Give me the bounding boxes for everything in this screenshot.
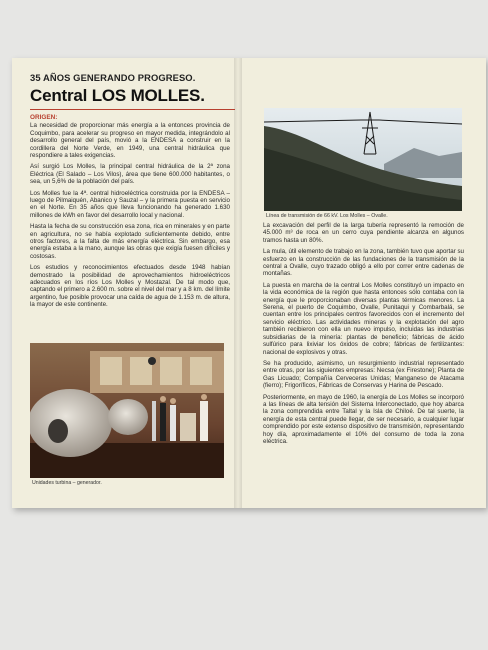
paragraph: Los estudios y reconocimientos efectuados desde 1948 habían demostrado la posibilidad de aprovechamientos hidroeléctricos adecuados en los ríos Los Molles y Mostazal. De tal modo que, captando el primero a 2.600 m. sobre el nivel del mar y a 8 km. del límite argentino, fue posible provocar una caída de agua de 1.153 m. de altura, la mayor de este continente. [30, 264, 230, 309]
paragraph: Hasta la fecha de su construcción esa zona, rica en minerales y en parte en agricultura, no se había explotado suficientemente debido, entre otros factores, a la falta de más energía eléctrica. Sin embargo, esa energía estaba a la mano, aunque las obras que exigía fuesen difíciles y costosas. [30, 223, 230, 260]
paragraph: La necesidad de proporcionar más energía a la entonces provincia de Coquimbo, para acelerar su progreso en mayor medida, integrándolo al desarrollo general del país, movió a la ENDESA a construir en la cordillera del Norte Verde, en 1949, una central hidráulica que respondiere a tales exigencias. [30, 122, 230, 159]
paragraph: La excavación del perfil de la larga tubería representó la remoción de 45.000 m³ de roca en un cerro cuya pendiente alcanza en algunos tramos hasta un 80%. [263, 222, 464, 244]
transmission-line-photo [264, 108, 462, 211]
left-page [30, 72, 230, 313]
paragraph: Se ha producido, asimismo, un resurgimiento industrial representado entre otras, por las siguientes empresas: Necsa (ex Firestone); Planta de Gas Licuado; Compañía Cerveceras Unidas; Manganeso de Atacama (fierro); Frigoríficos, Fábricas de Conservas y Harina de Pescado. [263, 359, 464, 390]
paragraph: Posteriormente, en mayo de 1960, la energía de Los Molles se incorporó a las líneas de alta tensión del Sistema Interconectado, que hoy abarca la zona comprendida entre Taltal y la Isla de Chiloé. De tal suerte, la energía de esta central puede llegar, de ser necesario, a cualquier lugar comprendido por este extenso dispositivo de transmisión, representando hoy día, aproximadamente el 10% del consumo de toda la zona eléctrica. [263, 393, 464, 445]
paragraph: La puesta en marcha de la central Los Molles constituyó un impacto en la vida económica de la región que hasta entonces sólo contaba con la energía que le proporcionaban diversas plantas térmicas menores. La Serena, el puerto de Coquimbo, Ovalle, Punitaqui y Combarbalá, se cuentan entre los principales centros favorecidos con el incremento del servicio eléctrico. Las actividades mineras y la explotación del agro también recibieron con ella un nuevo impulso, incluidas las industrias subsidiarias de la minería: plantas de beneficio; fábricas de ácido sulfúrico para lixiviar los óxidos de cobre; fábricas de fertilizantes: nacional de explosivos y otras. [263, 281, 464, 356]
kicker: 35 AÑOS GENERANDO PROGRESO. [30, 72, 196, 83]
transmission-photo-caption: Línea de transmisión de 66 kV. Los Molles – Ovalle. [266, 213, 388, 219]
paragraph: Así surgió Los Molles, la principal central hidráulica de la 2ª zona Eléctrica (El Salado – Los Vilos), área que tiene 600.000 habitantes, o sea, un 5,6% de la población del país. [30, 163, 230, 186]
paragraph: La mula, útil elemento de trabajo en la zona, también tuvo que aportar su esfuerzo en la construcción de las fundaciones de la transmisión de la central a Ovalle, cuyo trazado obligó a ello por correr entre cadenas de montañas. [263, 248, 464, 278]
turbine-photo [30, 343, 224, 478]
paragraph: Los Molles fue la 4ª. central hidroeléctrica construida por la ENDESA – luego de Pilmaiquén, Abanico y Sauzal – y la primera puesta en servicio en el Norte. En 35 años que lleva funcionando ha generado 1.630 millones de kWh en favor del desarrollo local y nacional. [30, 189, 230, 219]
booklet-gutter [234, 58, 242, 508]
turbine-photo-caption: Unidades turbina – generador. [32, 480, 102, 486]
page-title: Central LOS MOLLES. [30, 86, 205, 105]
title-rule [30, 109, 235, 110]
section-subheading: ORIGEN: [30, 114, 58, 122]
right-page-text [263, 222, 464, 449]
